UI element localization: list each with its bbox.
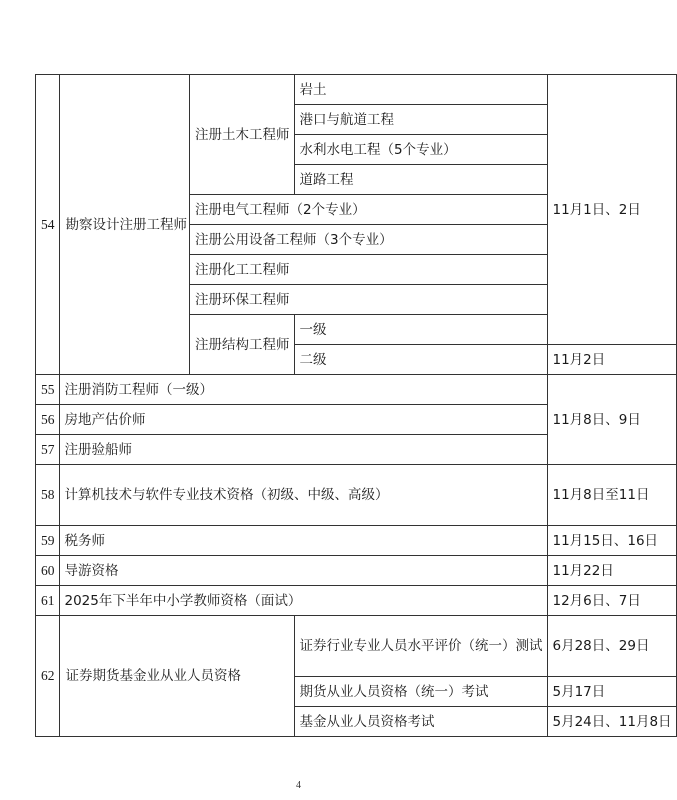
exam-date-cell: 6月28日、29日	[547, 616, 676, 677]
subcategory-cell: 注册电气工程师（2个专业）	[190, 195, 548, 225]
table-row	[36, 375, 677, 405]
exam-name-cell: 期货从业人员资格（统一）考试	[294, 677, 547, 707]
exam-date-cell: 11月1日、2日	[547, 75, 676, 345]
row-number: 58	[36, 465, 60, 526]
exam-name-cell: 注册验船师	[59, 435, 547, 465]
exam-schedule-table	[35, 74, 677, 737]
page-number: 4	[296, 780, 301, 791]
row-number: 61	[36, 586, 60, 616]
specialty-cell: 道路工程	[294, 165, 547, 195]
table-row	[36, 616, 677, 677]
specialty-cell: 一级	[294, 315, 547, 345]
row-number: 59	[36, 526, 60, 556]
category-cell: 勘察设计注册工程师	[59, 75, 190, 375]
category-cell: 证券期货基金业从业人员资格	[59, 616, 294, 737]
exam-name-cell: 基金从业人员资格考试	[294, 707, 547, 737]
exam-date-cell: 11月15日、16日	[547, 526, 676, 556]
specialty-cell: 岩土	[294, 75, 547, 105]
exam-name-cell: 2025年下半年中小学教师资格（面试）	[59, 586, 547, 616]
exam-name-cell: 税务师	[59, 526, 547, 556]
row-number: 57	[36, 435, 60, 465]
subcategory-cell: 注册结构工程师	[190, 315, 295, 375]
subcategory-cell: 注册公用设备工程师（3个专业）	[190, 225, 548, 255]
row-number: 55	[36, 375, 60, 405]
row-number: 62	[36, 616, 60, 737]
row-number: 54	[36, 75, 60, 375]
exam-date-cell: 11月2日	[547, 345, 676, 375]
specialty-cell: 二级	[294, 345, 547, 375]
table-row	[36, 586, 677, 616]
exam-name-cell: 证券行业专业人员水平评价（统一）测试	[294, 616, 547, 677]
exam-date-cell: 5月24日、11月8日	[547, 707, 676, 737]
exam-name-cell: 房地产估价师	[59, 405, 547, 435]
table-row	[36, 556, 677, 586]
table-row	[36, 465, 677, 526]
row-number: 60	[36, 556, 60, 586]
exam-date-cell: 11月22日	[547, 556, 676, 586]
exam-date-cell: 12月6日、7日	[547, 586, 676, 616]
subcategory-cell: 注册土木工程师	[190, 75, 295, 195]
exam-date-cell: 11月8日至11日	[547, 465, 676, 526]
exam-name-cell: 导游资格	[59, 556, 547, 586]
specialty-cell: 港口与航道工程	[294, 105, 547, 135]
table-row	[36, 75, 677, 105]
subcategory-cell: 注册环保工程师	[190, 285, 548, 315]
exam-name-cell: 计算机技术与软件专业技术资格（初级、中级、高级）	[59, 465, 547, 526]
exam-date-cell: 11月8日、9日	[547, 375, 676, 465]
subcategory-cell: 注册化工工程师	[190, 255, 548, 285]
exam-date-cell: 5月17日	[547, 677, 676, 707]
row-number: 56	[36, 405, 60, 435]
table-row	[36, 526, 677, 556]
specialty-cell: 水利水电工程（5个专业）	[294, 135, 547, 165]
exam-name-cell: 注册消防工程师（一级）	[59, 375, 547, 405]
